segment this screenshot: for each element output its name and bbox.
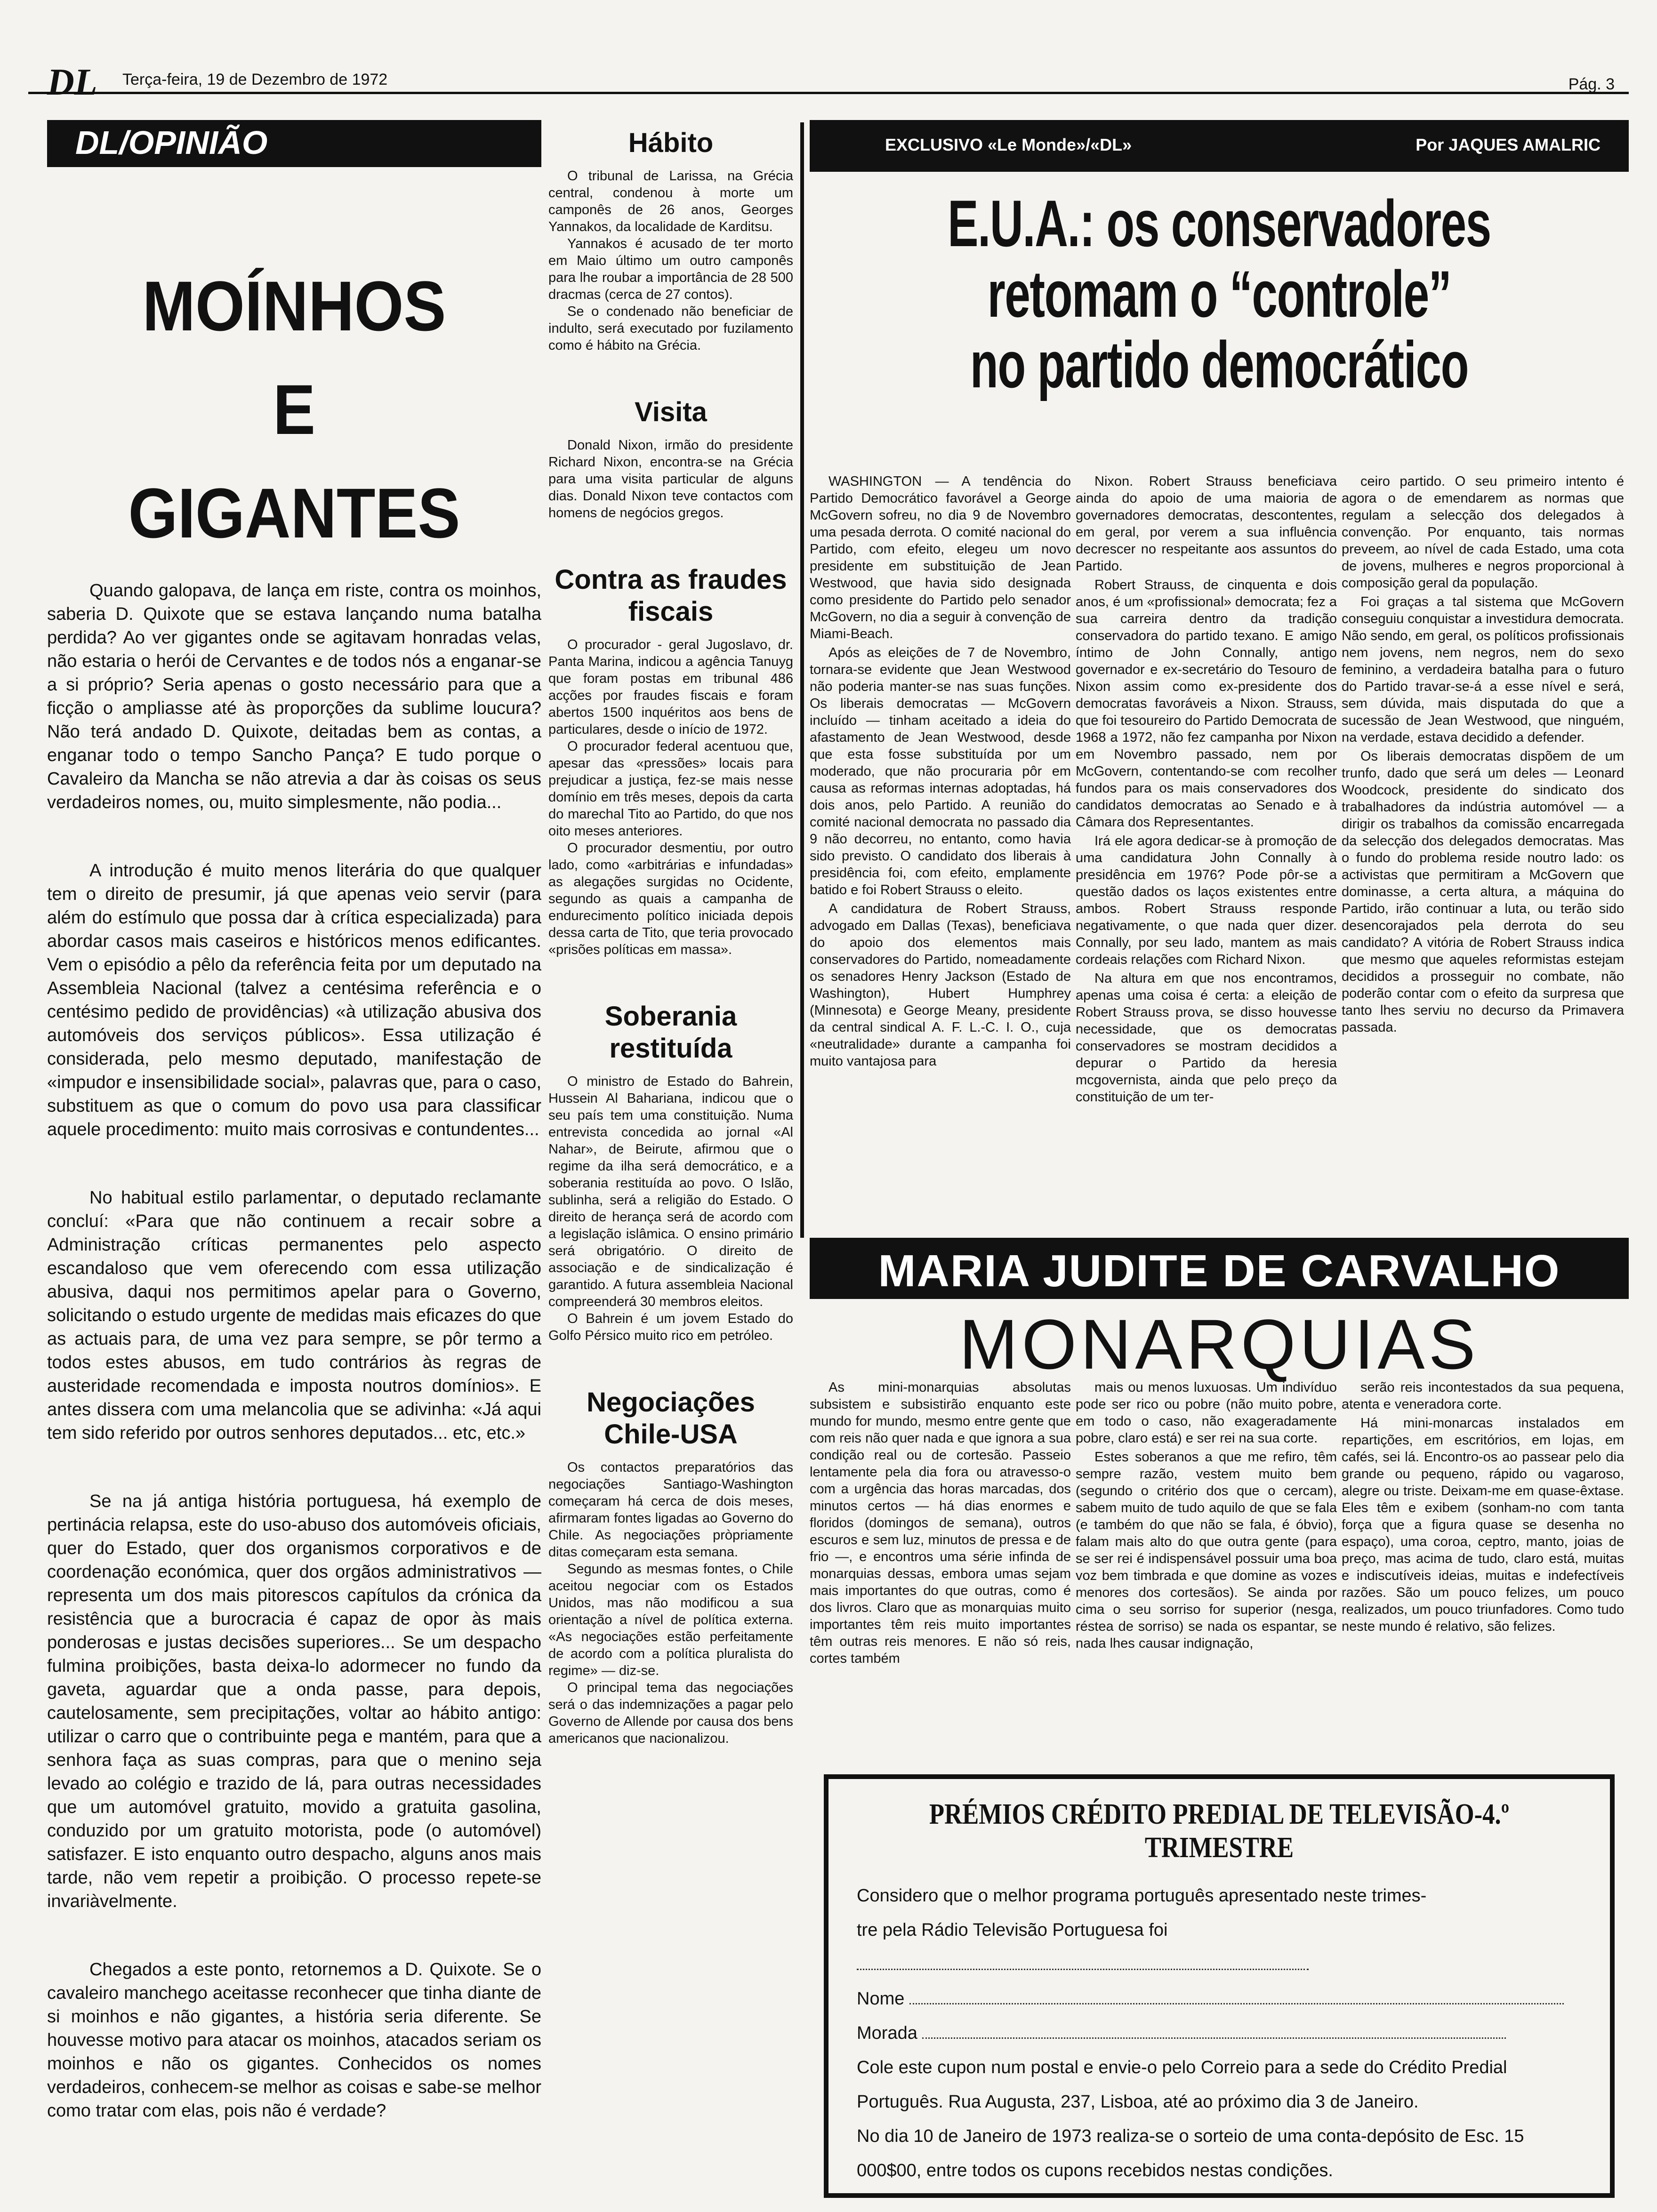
opinion-paragraph: No habitual estilo parlamentar, o deputado reclamante concluí: «Para que não continuem a recair sobre a Administração críticas permanentes pelo aspecto escandaloso que vem oferecendo com essa utilização abusiva, daqui nos permitimos apelar para o Governo, solicitando o estudo urgente de medidas mais eficazes do que as actuais para, de uma vez para sempre, se pôr termo a todos estes abusos, em tudo contrários às regras de austeridade recomendada e imposta noutros domínios». E antes dissera com uma melancolia que se adivinha: «Já aqui tem sido referido por outros senhores deputados... etc, etc.» bbox=[47, 1188, 541, 1443]
usa-paragraph: WASHINGTON — A tendência do Partido Democrático favorável a George McGovern sofreu, no dia 9 de Novembro uma pesada derrota. O comité nacional do Partido, com efeito, elegeu um novo presidente em substituição de Jean Westwood, que havia sido designada como presidente do Partido pelo senador McGovern, no dia a seguir à convenção de Miami-Beach. bbox=[810, 474, 1071, 641]
monarquias-column-2 bbox=[1076, 1379, 1337, 1755]
brief-title: Contra as fraudes fiscais bbox=[555, 564, 787, 627]
usa-headline bbox=[933, 188, 1506, 400]
usa-paragraph: Irá ele agora dedicar-se à promoção de uma candidatura John Connally à presidência em 1976? Pode pôr-se a questão dados os laços existentes entre ambos. Robert Strauss responde negativamente, o que nada quer dizer. Connally, por seu lado, mantem as mais cordeais relações com Richard Nixon. bbox=[1076, 834, 1337, 967]
monarquias-column-3 bbox=[1342, 1379, 1624, 1755]
brief-paragraph: Donald Nixon, irmão do presidente Richard Nixon, encontra-se na Grécia para uma visita particular de alguns dias. Donald Nixon teve contactos com homens de negócios gregos. bbox=[548, 438, 793, 521]
usa-paragraph: Nixon. Robert Strauss beneficiava ainda do apoio de uma maioria de governadores democratas, descontentes, em geral, por verem a sua influência decrescer no respeitante aos assuntos do Partido. bbox=[1076, 474, 1337, 574]
usa-paragraph: Foi graças a tal sistema que McGovern conseguiu conquistar a investidura democrata. Não sendo, em geral, os políticos profissionais nem jovens, nem negros, nem do sexo feminino, a verdadeira batalha para o futuro do Partido travar-se-á a esse nível e será, sem dúvida, mais disputada do que a sucessão de Jean Westwood, que ninguém, na verdade, estava decidido a defender. bbox=[1342, 594, 1624, 745]
brief-paragraph: Os contactos preparatórios das negociações Santiago-Washington começaram há cerca de dois meses, afirmaram fontes ligadas ao Governo do Chile. As negociações pròpriamente ditas começaram esta semana. bbox=[548, 1460, 793, 1560]
address-label: Morada bbox=[857, 2023, 917, 2043]
column-divider bbox=[800, 122, 804, 1238]
opinion-banner: DL/OPINIÃO bbox=[47, 120, 541, 167]
brief-paragraph: O principal tema das negociações será o das indemnizações a pagar pelo Governo de Allende por causa dos bens americanos que nacionalizou. bbox=[548, 1680, 793, 1746]
coupon-draw: No dia 10 de Janeiro de 1973 realiza-se o sorteio de uma conta-depósito de Esc. 15 000$00, entre todos os cupons recebidos nestas condições. bbox=[857, 2126, 1524, 2180]
exclusive-bar bbox=[810, 120, 1629, 172]
monarquias-column-1 bbox=[810, 1379, 1071, 1755]
author-banner: MARIA JUDITE DE CARVALHO bbox=[810, 1238, 1629, 1299]
opinion-paragraph: Quando galopava, de lança em riste, contra os moinhos, saberia D. Quixote que se estava lançando numa batalha perdida? Ao ver gigantes onde se agitavam honradas velas, não estaria o herói de Cervantes e de todos nós a enganar-se a si próprio? Seria apenas o gosto necessário para que a ficção o ampliasse até às proporções da sublime loucura? Não terá andado D. Quixote, deitadas bem as contas, a enganar todo o tempo Sancho Pança? E tudo porque o Cavaleiro da Mancha se não atrevia a dar às coisas os seus verdadeiros nomes, ou, muito simplesmente, não podia... bbox=[47, 581, 541, 812]
brief-paragraph: O tribunal de Larissa, na Grécia central, condenou à morte um camponês de 26 anos, Georges Yannakos, da localidade de Karditsu. bbox=[548, 168, 793, 234]
brief-habito bbox=[548, 127, 793, 354]
name-field[interactable] bbox=[909, 1990, 1564, 2004]
coupon-line: Considero que o melhor programa português apresentado neste trimes- bbox=[857, 1886, 1427, 1906]
opinion-paragraph: Chegados a este ponto, retornemos a D. Quixote. Se o cavaleiro manchego aceitasse reconhecer que tinha diante de si moinhos e não gigantes, a história seria diferente. Se houvesse motivo para atacar os moinhos, atacados seriam os moinhos e não os gigantes. Conhecidos os nomes verdadeiros, conhecem-se melhor as coisas e sabe-se melhor como tratar com elas, pois não é verdade? bbox=[47, 1960, 541, 2121]
exclusive-label: EXCLUSIVO «Le Monde»/«DL» bbox=[885, 135, 1132, 154]
brief-title: Soberania restituída bbox=[604, 1001, 737, 1064]
brief-title: Visita bbox=[635, 397, 707, 427]
usa-paragraph: A candidatura de Robert Strauss, advogado em Dallas (Texas), beneficiava do apoio dos elementos mais conservadores do Partido, nomeadamente os senadores Henry Jackson (Estado de Washington), Hubert Humphrey (Minnesota) e George Meany, presidente da central sindical A. F. L.-C. I. O., cuja «neutralidade» durante a campanha foi muito vantajosa para bbox=[810, 901, 1071, 1069]
brief-paragraph: O procurador - geral Jugoslavo, dr. Panta Marina, indicou a agência Tanuyg que foram postas em tribunal 486 acções por fraudes fiscais e foram abertos 1500 inquéritos aos bens de particulares, desde o início de 1972. bbox=[548, 637, 793, 737]
brief-paragraph: Yannakos é acusado de ter morto em Maio último um outro camponês para lhe roubar a importância de 28 500 dracmas (cerca de 27 contos). bbox=[548, 236, 793, 302]
page-number: Pág. 3 bbox=[1568, 75, 1615, 93]
brief-title: Hábito bbox=[628, 128, 714, 158]
opinion-title-line: MOÍNHOS bbox=[142, 266, 446, 345]
usa-headline-line: no partido democrático bbox=[970, 328, 1469, 401]
opinion-title-line: GIGANTES bbox=[128, 473, 460, 553]
program-field[interactable] bbox=[857, 1956, 1309, 1970]
opinion-body bbox=[47, 579, 541, 2198]
brief-visita bbox=[548, 396, 793, 521]
usa-headline-line: retomam o “controle” bbox=[987, 257, 1451, 331]
usa-paragraph: Na altura em que nos encontramos, apenas uma coisa é certa: a eleição de Robert Strauss prova, se disso houvesse necessidade, que os democratas conservadores se mostram decididos a depurar o Partido da heresia mcgovernista, ainda que pelo preço da constituição de um ter- bbox=[1076, 971, 1337, 1105]
opinion-title bbox=[72, 254, 517, 565]
usa-paragraph: Após as eleições de 7 de Novembro, tornara-se evidente que Jean Westwood não poderia manter-se nas suas funções. Os liberais democratas — McGovern incluído — tinham aceitado a ideia do afastamento de Jean Westwood, desde que esta fosse substituída por um moderado, que não procuraria pôr em causa as reformas internas adoptadas, há dois anos, pelo Partido. A reunião do comité nacional democrata no passado dia 9 não decorreu, no entanto, como havia sido previsto. O candidato dos liberais à presidência foi, com efeito, emplamente batido e foi Robert Strauss o eleito. bbox=[810, 645, 1071, 898]
briefs-column bbox=[548, 127, 793, 2198]
coupon-name-line bbox=[857, 1982, 1582, 2016]
newspaper-logo: DL bbox=[47, 62, 97, 103]
monarquias-paragraph: Estes soberanos a que me refiro, têm sempre razão, vestem muito bem (segundo o critério dos que o cercam), sabem muito de tudo aquilo de que se fala (e também do que não se fala, é óbvio), falam mais alto do que outra gente (para se ser rei é indispensável possuir uma boa voz bem timbrada e que domine as vozes menores dos cortesãos). Se ainda por cima o seu sorriso for superior (nesga, réstea de sorriso) se nada os espantar, se nada lhes causar indignação, bbox=[1076, 1450, 1337, 1651]
brief-title: Negociações Chile-USA bbox=[587, 1387, 755, 1450]
monarquias-paragraph: Há mini-monarcas instalados em repartições, em escritórios, em lojas, em cafés, sei lá. Encontro-os ao passear pelo dia grande ou pequeno, rápido ou vagaroso, alegre ou triste. Deixam-me em quase-êxtase. Eles têm e exibem (sonham-no com tanta força que a figura quase se desenha no espaço), uma coroa, ceptro, manto, joias de preço, mas acima de tudo, claro está, muitas e indiscutíveis ideias, muitas e indefectíveis razões. São um pouco felizes, um pouco realizados, um pouco triunfadores. Como tudo neste mundo é relativo, são felizes. bbox=[1342, 1416, 1624, 1634]
address-field[interactable] bbox=[922, 2025, 1506, 2039]
brief-paragraph: O ministro de Estado do Bahrein, Hussein Al Bahariana, indicou que o seu país tem uma constituição. Numa entrevista concedida ao jornal «Al Nahar», de Beirute, afirmou que o regime da ilha será democrático, e a soberania restituída ao povo. O Islão, sublinha, será a religião do Estado. O direito de herança será de acordo com a legislação islâmica. O ensino primário será obrigatório. O direito de associação e de sindicalização é garantido. A futura assembleia Nacional compreenderá 30 membros eleitos. bbox=[548, 1074, 793, 1309]
brief-soberania bbox=[548, 1001, 793, 1344]
opinion-paragraph: Se na já antiga história portuguesa, há exemplo de pertinácia relapsa, este do uso-abuso dos automóveis oficiais, quer do Estado, quer dos organismos corporativos e de coordenação económica, quer dos orgãos administrativos — representa um dos mais pitorescos capítulos da crónica da resistência que a burocracia é capaz de opor às mais ponderosas e justas decisões superiores... Se um despacho fulmina proibições, basta deixa-lo adormecer no fundo da gaveta, aguardar que a onda passe, para depois, cautelosamente, sem precipitações, voltar ao hábito antigo: utilizar o carro que o contribuinte pega e mantém, para que a senhora faça as suas compras, para que o menino seja levado ao colégio e trazido de lá, para outras necessidades que um automóvel gratuito, movido a gratuita gasolina, conduzido por um gratuito motorista, pode (o automóvel) satisfazer. E isto enquanto outro despacho, alguns anos mais tarde, não vem repetir a proibição. O processo repete-se invariàvelmente. bbox=[47, 1491, 541, 1911]
coupon-line: tre pela Rádio Televisão Portuguesa foi bbox=[857, 1920, 1168, 1940]
brief-paragraph: O procurador federal acentuou que, apesar das «pressões» locais para prejudicar a justiça, fez-se mais nesse domínio em três meses, depois da carta do marechal Tito ao Partido, do que nos oito meses anteriores. bbox=[548, 739, 793, 839]
tv-prize-coupon bbox=[824, 1774, 1615, 2198]
brief-chile bbox=[548, 1387, 793, 1747]
monarquias-paragraph: mais ou menos luxuosas. Um indivíduo pode ser rico ou pobre (não muito pobre, em todo o caso, não exageradamente pobre, claro está) e ser rei na sua corte. bbox=[1076, 1380, 1337, 1446]
byline: Por JAQUES AMALRIC bbox=[1416, 135, 1601, 154]
usa-column-3 bbox=[1342, 473, 1624, 1221]
issue-date: Terça-feira, 19 de Dezembro de 1972 bbox=[122, 71, 388, 88]
usa-headline-line: E.U.A.: os conservadores bbox=[948, 186, 1491, 260]
brief-paragraph: O procurador desmentiu, por outro lado, como «arbitrárias e infundadas» as alegações surgidas no Ocidente, segundo as quais a campanha de endurecimento político iniciada depois dessa carta de Tito, que teria provocado «prisões políticas em massa». bbox=[548, 841, 793, 957]
usa-column-1 bbox=[810, 473, 1071, 1221]
opinion-paragraph: A introdução é muito menos literária do que qualquer tem o direito de presumir, já que apenas veio servir (para além do estímulo que possa dar à crítica especializada) para abordar casos mais caseiros e históricos menos edificantes. Vem o episódio a pêlo da referência feita por um deputado na Assembleia Nacional (talvez a centésima referência e o centésimo pedido de providências) «à utilização abusiva dos automóveis dos serviços públicos». Essa utilização é considerada, pelo mesmo deputado, manifestação de «impudor e insensibilidade social», palavras que, para o caso, substituem as que o comum do povo usa para classificar aquele procedimento: muito mais corrosivas e contundentes... bbox=[47, 861, 541, 1139]
usa-paragraph: Robert Strauss, de cinquenta e dois anos, é um «profissional» democrata; fez a sua carreira dentro da tradição conservadora do partido texano. E amigo íntimo de John Connally, antigo governador e ex-secretário do Tesouro de Nixon assim como ex-presidente dos democratas favoráveis a Nixon. Strauss, que foi tesoureiro do Partido Democrata de 1968 a 1972, não fez campanha por Nixon em Novembro passado, nem por McGovern, contentando-se com recolher fundos para os mais conservadores dos candidatos democratas ao Senado e à Câmara dos Representantes. bbox=[1076, 577, 1337, 830]
usa-paragraph: Os liberais democratas dispõem de um trunfo, dado que será um deles — Leonard Woodcock, presidente do sindicato dos trabalhadores da indústria automóvel — a dirigir os trabalhos da comissão encarregada da selecção dos delegados democratas. Mas o fundo do problema reside noutro lado: os activistas que permitiram a McGovern que dominasse, a certa altura, a máquina do Partido, irão continuar a luta, ou terão sido desencorajados pela derrota do seu candidato? A vitória de Robert Strauss indica que mesmo que aqueles reformistas estejam decididos a prosseguir no combate, não poderão contar com o efeito da surpresa que tanto lhes serviu no decurso da Primavera passada. bbox=[1342, 749, 1624, 1035]
page-header bbox=[28, 62, 1629, 103]
coupon-program-line bbox=[857, 1913, 1582, 1982]
opinion-title-line: E bbox=[273, 370, 316, 449]
monarquias-paragraph: serão reis incontestados da sua pequena, atenta e veneradora corte. bbox=[1342, 1380, 1624, 1412]
monarquias-title: MONARQUIAS bbox=[959, 1305, 1480, 1384]
brief-paragraph: Segundo as mesmas fontes, o Chile aceitou negociar com os Estados Unidos, mas não modificou a sua orientação a nível de política externa. «As negociações estão perfeitamente de acordo com a política pluralista do regime» — diz-se. bbox=[548, 1562, 793, 1678]
monarquias-paragraph: As mini-monarquias absolutas subsistem e subsistirão enquanto este mundo for mundo, mesmo entre gente que com reis não quer nada e que ignora a sua condição real ou de cortesão. Passeio lentamente pela dia fora ou atravesso-o com a urgência das horas marcadas, dos minutos certos — há dias enormes e floridos (domingos de semana), outros escuros e sem luz, minutos de pressa e de frio —, e encontros uma série infinda de monarquias dessas, embora umas sejam mais importantes do que outras, como é dos livros. Claro que as monarquias muito importantes têm reis muito importantes têm outras reis menores. E não só reis, cortes também bbox=[810, 1380, 1071, 1666]
usa-paragraph: ceiro partido. O seu primeiro intento é agora o de emendarem as normas que regulam a selecção dos delegados à convenção. Por enquanto, tais normas preveem, ao nível de cada Estado, uma cota de jovens, mulheres e negros proporcional à composição geral da população. bbox=[1342, 474, 1624, 591]
brief-fraudes bbox=[548, 564, 793, 958]
usa-column-2 bbox=[1076, 473, 1337, 1221]
brief-paragraph: O Bahrein é um jovem Estado do Golfo Pérsico muito rico em petróleo. bbox=[548, 1311, 793, 1343]
coupon-title: PRÉMIOS CRÉDITO PREDIAL DE TELEVISÃO-4.º TRIMESTRE bbox=[929, 1798, 1510, 1864]
coupon-instructions: Cole este cupon num postal e envie-o pelo Correio para a sede do Crédito Predial Português. Rua Augusta, 237, Lisboa, até ao próximo dia 3 de Janeiro. bbox=[857, 2058, 1507, 2112]
name-label: Nome bbox=[857, 1989, 905, 2009]
coupon-address-line bbox=[857, 2016, 1582, 2051]
brief-paragraph: Se o condenado não beneficiar de indulto, será executado por fuzilamento como é hábito na Grécia. bbox=[548, 304, 793, 353]
